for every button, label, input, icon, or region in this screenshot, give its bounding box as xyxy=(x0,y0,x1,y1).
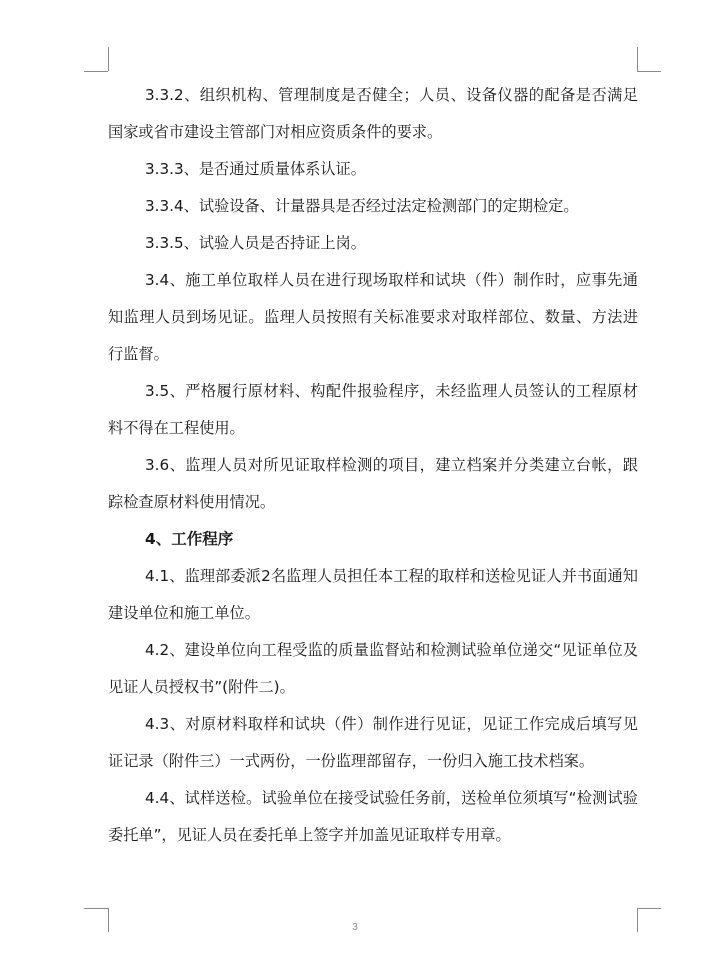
paragraph-4-4: 4.4、试样送检。试验单位在接受试验任务前，送检单位须填写“检测试验委托单”，见证人员在委托单上签字并加盖见证取样专用章。 xyxy=(108,789,638,844)
paragraph-3-4: 3.4、施工单位取样人员在进行现场取样和试块（件）制作时，应事先通知监理人员到场见证。监理人员按照有关标准要求对取样部位、数量、方法进行监督。 xyxy=(108,271,638,363)
paragraph-4-3: 4.3、对原材料取样和试块（件）制作进行见证，见证工作完成后填写见证记录（附件三）一式两份，一份监理部留存，一份归入施工技术档案。 xyxy=(108,715,638,770)
paragraph-3-6: 3.6、监理人员对所见证取样检测的项目，建立档案并分类建立台帐，跟踪检查原材料使用情况。 xyxy=(108,456,638,511)
section-heading: 4、工作程序 xyxy=(145,530,234,548)
page-number: 3 xyxy=(352,922,358,933)
paragraph-3-3-5: 3.3.5、试验人员是否持证上岗。 xyxy=(145,234,366,252)
document-body xyxy=(108,77,638,854)
paragraph-4-2: 4.2、建设单位向工程受监的质量监督站和检测试验单位递交“见证单位及见证人员授权书”(附件二)。 xyxy=(108,641,638,696)
paragraph-3-5: 3.5、严格履行原材料、构配件报验程序，未经监理人员签认的工程原材料不得在工程使用。 xyxy=(108,382,638,437)
paragraph-4-1: 4.1、监理部委派2名监理人员担任本工程的取样和送检见证人并书面通知建设单位和施工单位。 xyxy=(108,567,638,622)
paragraph-3-3-2: 3.3.2、组织机构、管理制度是否健全；人员、设备仪器的配备是否满足国家或省市建设主管部门对相应资质条件的要求。 xyxy=(108,86,638,141)
paragraph-3-3-3: 3.3.3、是否通过质量体系认证。 xyxy=(145,160,366,178)
paragraph-3-3-4: 3.3.4、试验设备、计量器具是否经过法定检测部门的定期检定。 xyxy=(145,197,579,215)
